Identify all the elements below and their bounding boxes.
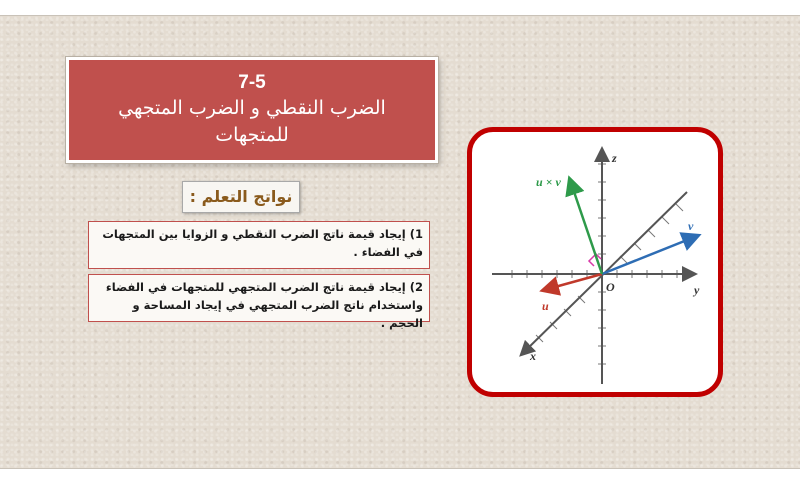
slide xyxy=(0,15,800,469)
x-axis-label: x xyxy=(530,349,536,363)
vector-cross-label: u × v xyxy=(536,175,561,189)
lesson-title-line-1: الضرب النقطي و الضرب المتجهي xyxy=(118,97,386,119)
vectors-figure xyxy=(467,127,723,397)
lesson-number: 7-5 xyxy=(238,72,266,93)
vector-u-label: u xyxy=(542,299,549,313)
lesson-title-box xyxy=(66,57,438,163)
vector-v xyxy=(602,236,697,274)
learning-outcome-2: 2) إيجاد قيمة ناتج الضرب المتجهي للمتجهات في الفضاء واستخدام ناتج الضرب المتجهي في إيجاد المساحة و الحجم . xyxy=(88,274,430,322)
vector-u-cross-v xyxy=(570,180,602,274)
vector-v-label: v xyxy=(688,219,694,233)
vector-u xyxy=(544,274,602,290)
z-axis-label: z xyxy=(612,151,617,165)
origin-label: O xyxy=(606,280,615,294)
learning-outcomes-heading: نواتج التعلم : xyxy=(182,181,300,213)
learning-outcome-1: 1) إيجاد قيمة ناتج الضرب النقطي و الزوايا بين المتجهات في الفضاء . xyxy=(88,221,430,269)
lesson-title-line-2: للمتجهات xyxy=(215,124,289,146)
y-axis-label: y xyxy=(694,283,700,297)
axes-diagram xyxy=(472,132,718,392)
